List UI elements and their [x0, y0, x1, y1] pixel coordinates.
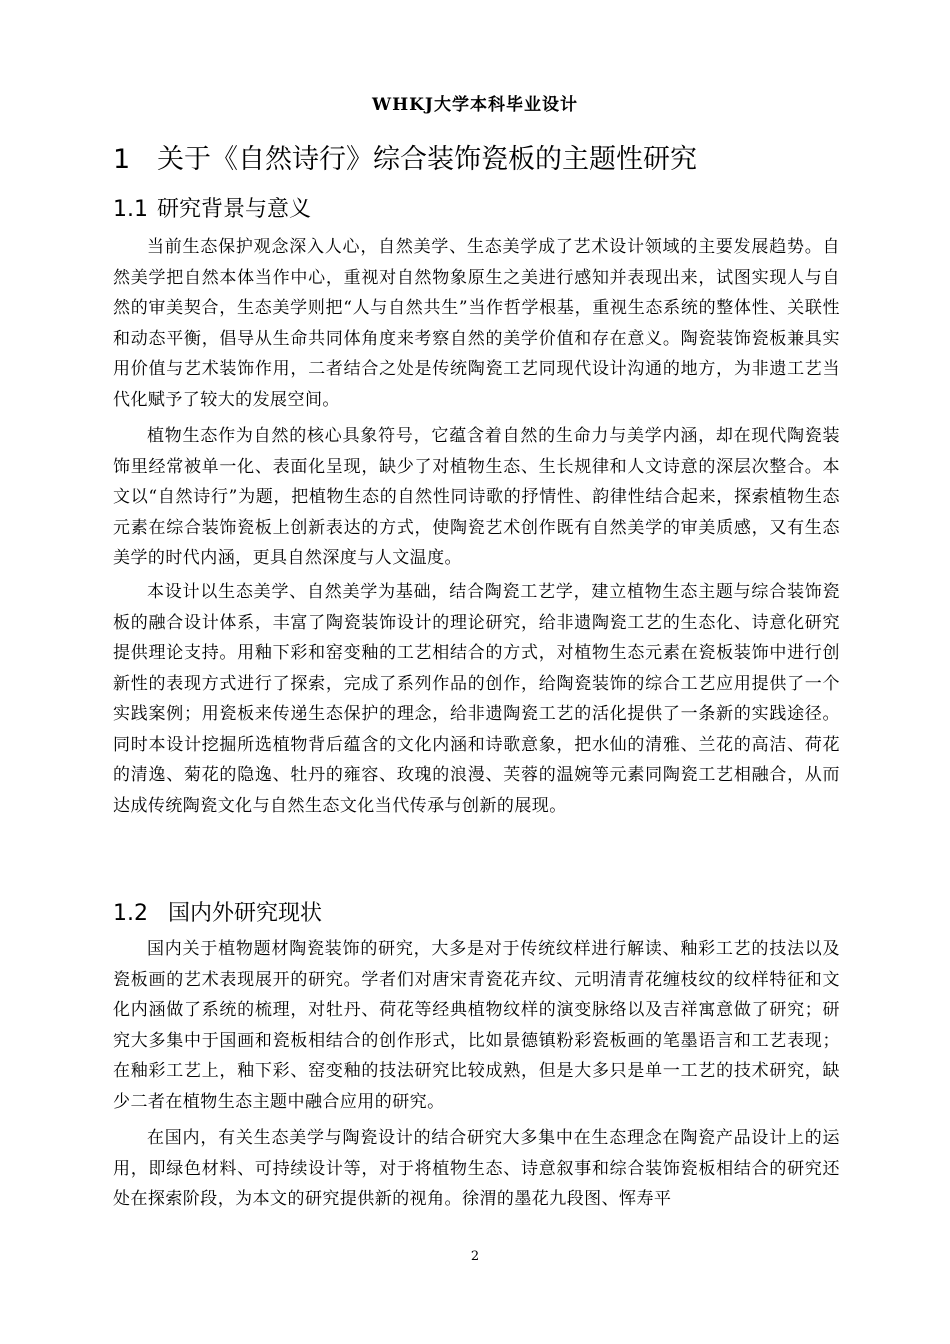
chapter-number: 1: [113, 144, 131, 175]
chapter-title: 关于《自然诗行》综合装饰瓷板的主题性研究: [157, 144, 697, 175]
body-paragraph: 本设计以生态美学、自然美学为基础，结合陶瓷工艺学，建立植物生态主题与综合装饰瓷板的融合设计体系，丰富了陶瓷装饰设计的理论研究，给非遗陶瓷工艺的生态化、诗意化研究提供理论支持。用釉下彩和窑变釉的工艺相结合的方式，对植物生态元素在瓷板装饰中进行创新性的表现方式进行了探索，完成了系列作品的创作，给陶瓷装饰的综合工艺应用提供了一个实践案例；用瓷板来传递生态保护的理念，给非遗陶瓷工艺的活化提供了一条新的实践途径。同时本设计挖掘所选植物背后蕴含的文化内涵和诗歌意象，把水仙的清雅、兰花的高洁、荷花的清逸、菊花的隐逸、牡丹的雍容、玫瑰的浪漫、芙蓉的温婉等元素同陶瓷工艺相融合，从而达成传统陶瓷文化与自然生态文化当代传承与创新的展现。: [113, 582, 840, 816]
section-number: 1.1: [113, 197, 148, 222]
body-paragraph: 国内关于植物题材陶瓷装饰的研究，大多是对于传统纹样进行解读、釉彩工艺的技法以及瓷板画的艺术表现展开的研究。学者们对唐宋青瓷花卉纹、元明清青花缠枝纹的纹样特征和文化内涵做了系统的梳理，对牡丹、荷花等经典植物纹样的演变脉络以及吉祥寓意做了研究；研究大多集中于国画和瓷板相结合的创作形式，比如景德镇粉彩瓷板画的笔墨语言和工艺表现；在釉彩工艺上，釉下彩、窑变釉的技法研究比较成熟，但是大多只是单一工艺的技术研究，缺少二者在植物生态主题中融合应用的研究。: [113, 939, 840, 1112]
running-header: WHKJ大学本科毕业设计: [372, 95, 578, 115]
body-paragraph: 在国内，有关生态美学与陶瓷设计的结合研究大多集中在生态理念在陶瓷产品设计上的运用，即绿色材料、可持续设计等，对于将植物生态、诗意叙事和综合装饰瓷板相结合的研究还处在探索阶段，为本文的研究提供新的视角。徐渭的墨花九段图、恽寿平: [113, 1128, 840, 1209]
chapter-heading: [113, 140, 873, 180]
section-title: 国内外研究现状: [168, 901, 323, 926]
section-heading: [113, 897, 322, 931]
section-heading: [113, 193, 311, 227]
body-paragraph: 植物生态作为自然的核心具象符号，它蕴含着自然的生命力与美学内涵，却在现代陶瓷装饰里经常被单一化、表面化呈现，缺少了对植物生态、生长规律和人文诗意的深层次整合。本文以“自然诗行”为题，把植物生态的自然性同诗歌的抒情性、韵律性结合起来，探索植物生态元素在综合装饰瓷板上创新表达的方式，使陶瓷艺术创作既有自然美学的审美质感，又有生态美学的时代内涵，更具自然深度与人文温度。: [113, 426, 840, 568]
page-number: 2: [470, 1249, 480, 1264]
section-number: 1.2: [113, 901, 148, 926]
section-title: 研究背景与意义: [157, 197, 312, 222]
body-paragraph: 当前生态保护观念深入人心，自然美学、生态美学成了艺术设计领域的主要发展趋势。自然美学把自然本体当作中心，重视对自然物象原生之美进行感知并表现出来，试图实现人与自然的审美契合，生态美学则把“人与自然共生”当作哲学根基，重视生态系统的整体性、关联性和动态平衡，倡导从生命共同体角度来考察自然的美学价值和存在意义。陶瓷装饰瓷板兼具实用价值与艺术装饰作用，二者结合之处是传统陶瓷工艺同现代设计沟通的地方，为非遗工艺当代化赋予了较大的发展空间。: [113, 237, 840, 410]
